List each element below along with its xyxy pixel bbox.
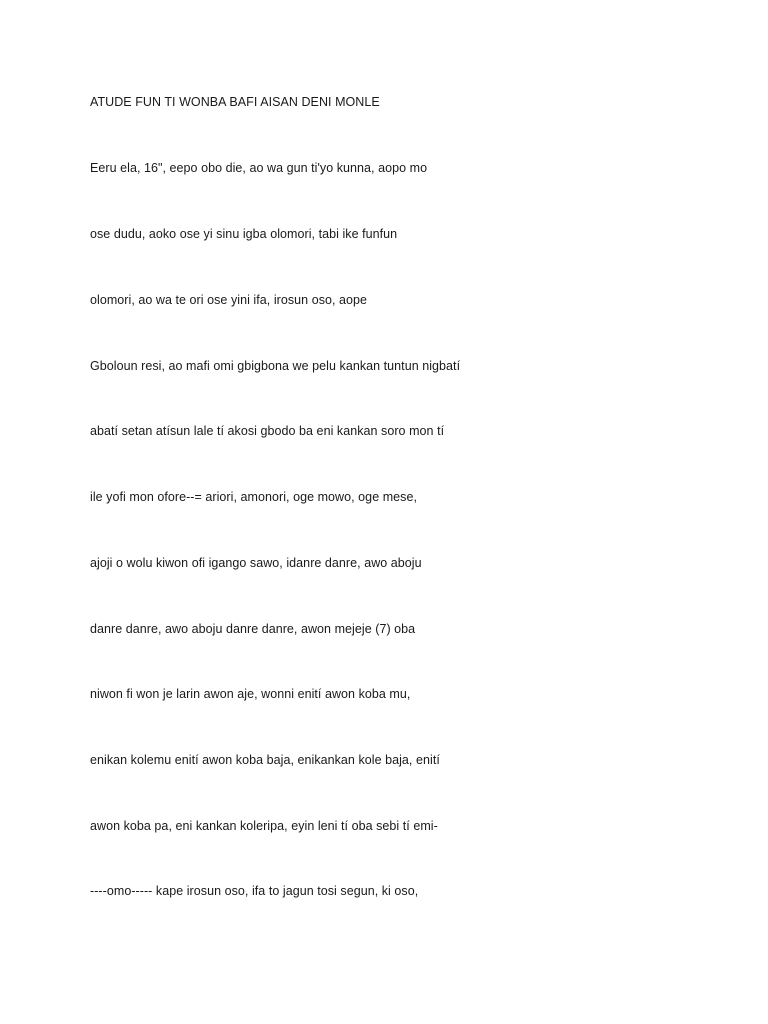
text-line: ile yofi mon ofore--= ariori, amonori, oge mowo, oge mese, [90, 490, 418, 504]
text-line: Eeru ela, 16", eepo obo die, ao wa gun ti'yo kunna, aopo mo [90, 161, 428, 175]
text-line: awon koba pa, eni kankan koleripa, eyin leni tí oba sebi tí emi- [90, 819, 438, 833]
text-line: niwon fi won je larin awon aje, wonni enití awon koba mu, [90, 687, 411, 701]
text-line: ajoji o wolu kiwon ofi igango sawo, idanre danre, awo aboju [90, 556, 422, 570]
text-line: danre danre, awo aboju danre danre, awon mejeje (7) oba [90, 622, 416, 636]
document-title: ATUDE FUN TI WONBA BAFI AISAN DENI MONLE [90, 95, 380, 109]
text-line: ----omo----- kape irosun oso, ifa to jagun tosi segun, ki oso, [90, 884, 419, 898]
text-line: abatí setan atísun lale tí akosi gbodo ba eni kankan soro mon tí [90, 424, 445, 438]
text-line: ose dudu, aoko ose yi sinu igba olomori, tabi ike funfun [90, 227, 398, 241]
text-line: enikan kolemu enití awon koba baja, enikankan kole baja, enití [90, 753, 440, 767]
text-line: olomori, ao wa te ori ose yini ifa, irosun oso, aope [90, 293, 368, 307]
text-line: Gboloun resi, ao mafi omi gbigbona we pelu kankan tuntun nigbatí [90, 359, 461, 373]
